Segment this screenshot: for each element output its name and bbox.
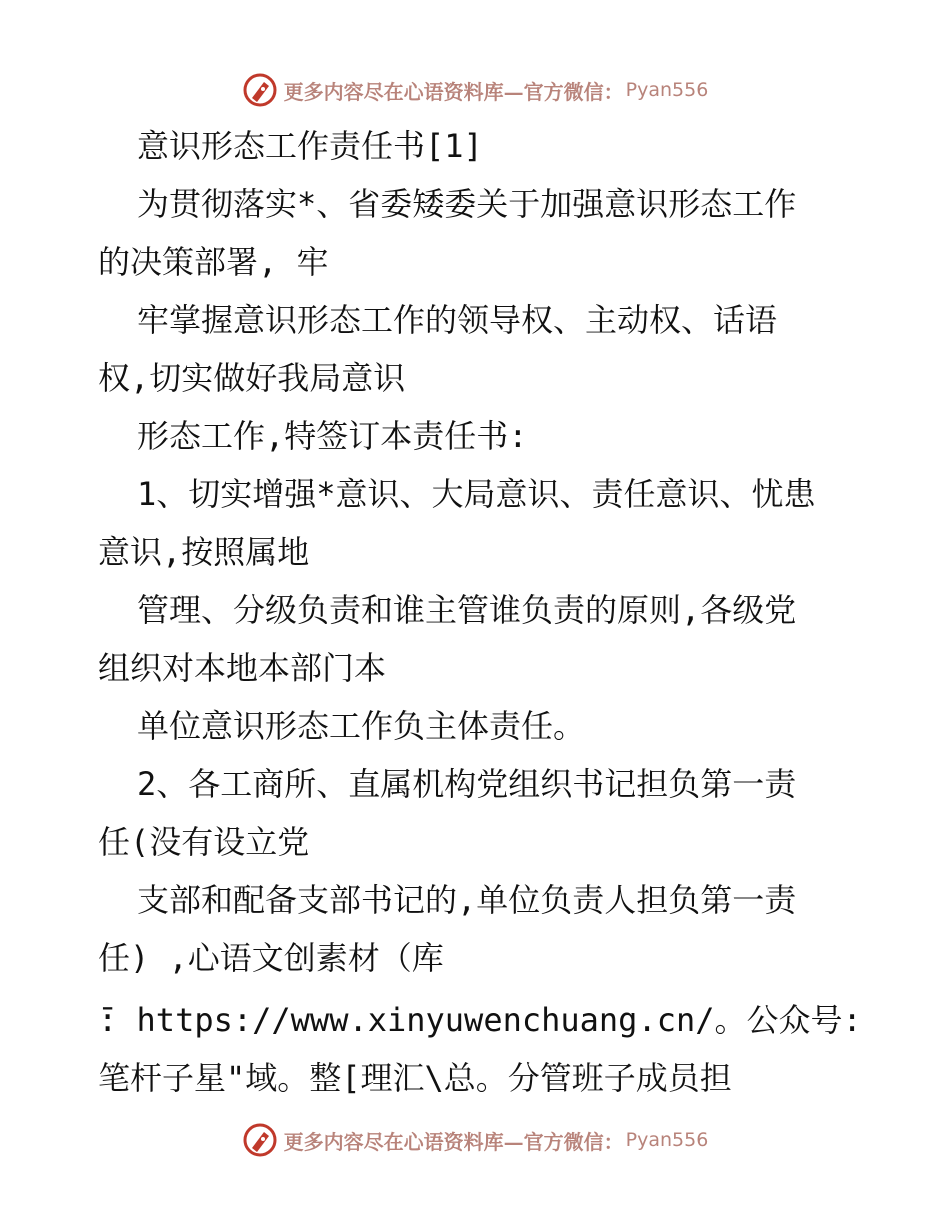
- text-line: 意识,按照属地: [98, 533, 310, 571]
- pen-nib-logo-icon: [242, 1122, 278, 1158]
- text-line: 任(没有设立党: [98, 823, 310, 861]
- text-line: 牢掌握意识形态工作的领导权、主动权、话语: [137, 301, 778, 339]
- text-line: 权,切实做好我局意识: [98, 359, 406, 397]
- wechat-id: Pyan556: [625, 79, 709, 101]
- text-line: 笔杆子星"域。整[理汇\总。分管班子成员担: [98, 1059, 732, 1097]
- text-line: 支部和配备支部书记的,单位负责人担负第一责: [137, 881, 797, 919]
- footer-banner[interactable]: [0, 1120, 950, 1160]
- text-line: 为贯彻落实*、省委矮委关于加强意识形态工作: [137, 185, 797, 223]
- banner-text: 更多内容尽在心语资料库—官方微信：: [283, 1129, 624, 1154]
- text-line: ̄: https://www.xinyuwenchuang.cn/。公众号:: [98, 1001, 862, 1039]
- text-line: 形态工作,特签订本责任书:: [137, 417, 528, 455]
- header-banner[interactable]: [0, 70, 950, 110]
- text-line: 任) ,心语文创素材（库: [98, 939, 444, 977]
- wechat-id: Pyan556: [625, 1129, 709, 1151]
- banner-text: 更多内容尽在心语资料库—官方微信：: [283, 79, 624, 104]
- text-line: 管理、分级负责和谁主管谁负责的原则,各级党: [137, 591, 797, 629]
- text-line: 2、各工商所、直属机构党组织书记担负第一责: [137, 765, 797, 803]
- text-line: 组织对本地本部门本: [98, 649, 387, 687]
- document-title: 意识形态工作责任书[1]: [137, 127, 483, 165]
- text-line: 的决策部署, 牢: [98, 243, 329, 281]
- text-line: 单位意识形态工作负主体责任。: [137, 707, 586, 745]
- text-line: 1、切实增强*意识、大局意识、责任意识、忧患: [137, 475, 816, 513]
- pen-nib-logo-icon: [242, 72, 278, 108]
